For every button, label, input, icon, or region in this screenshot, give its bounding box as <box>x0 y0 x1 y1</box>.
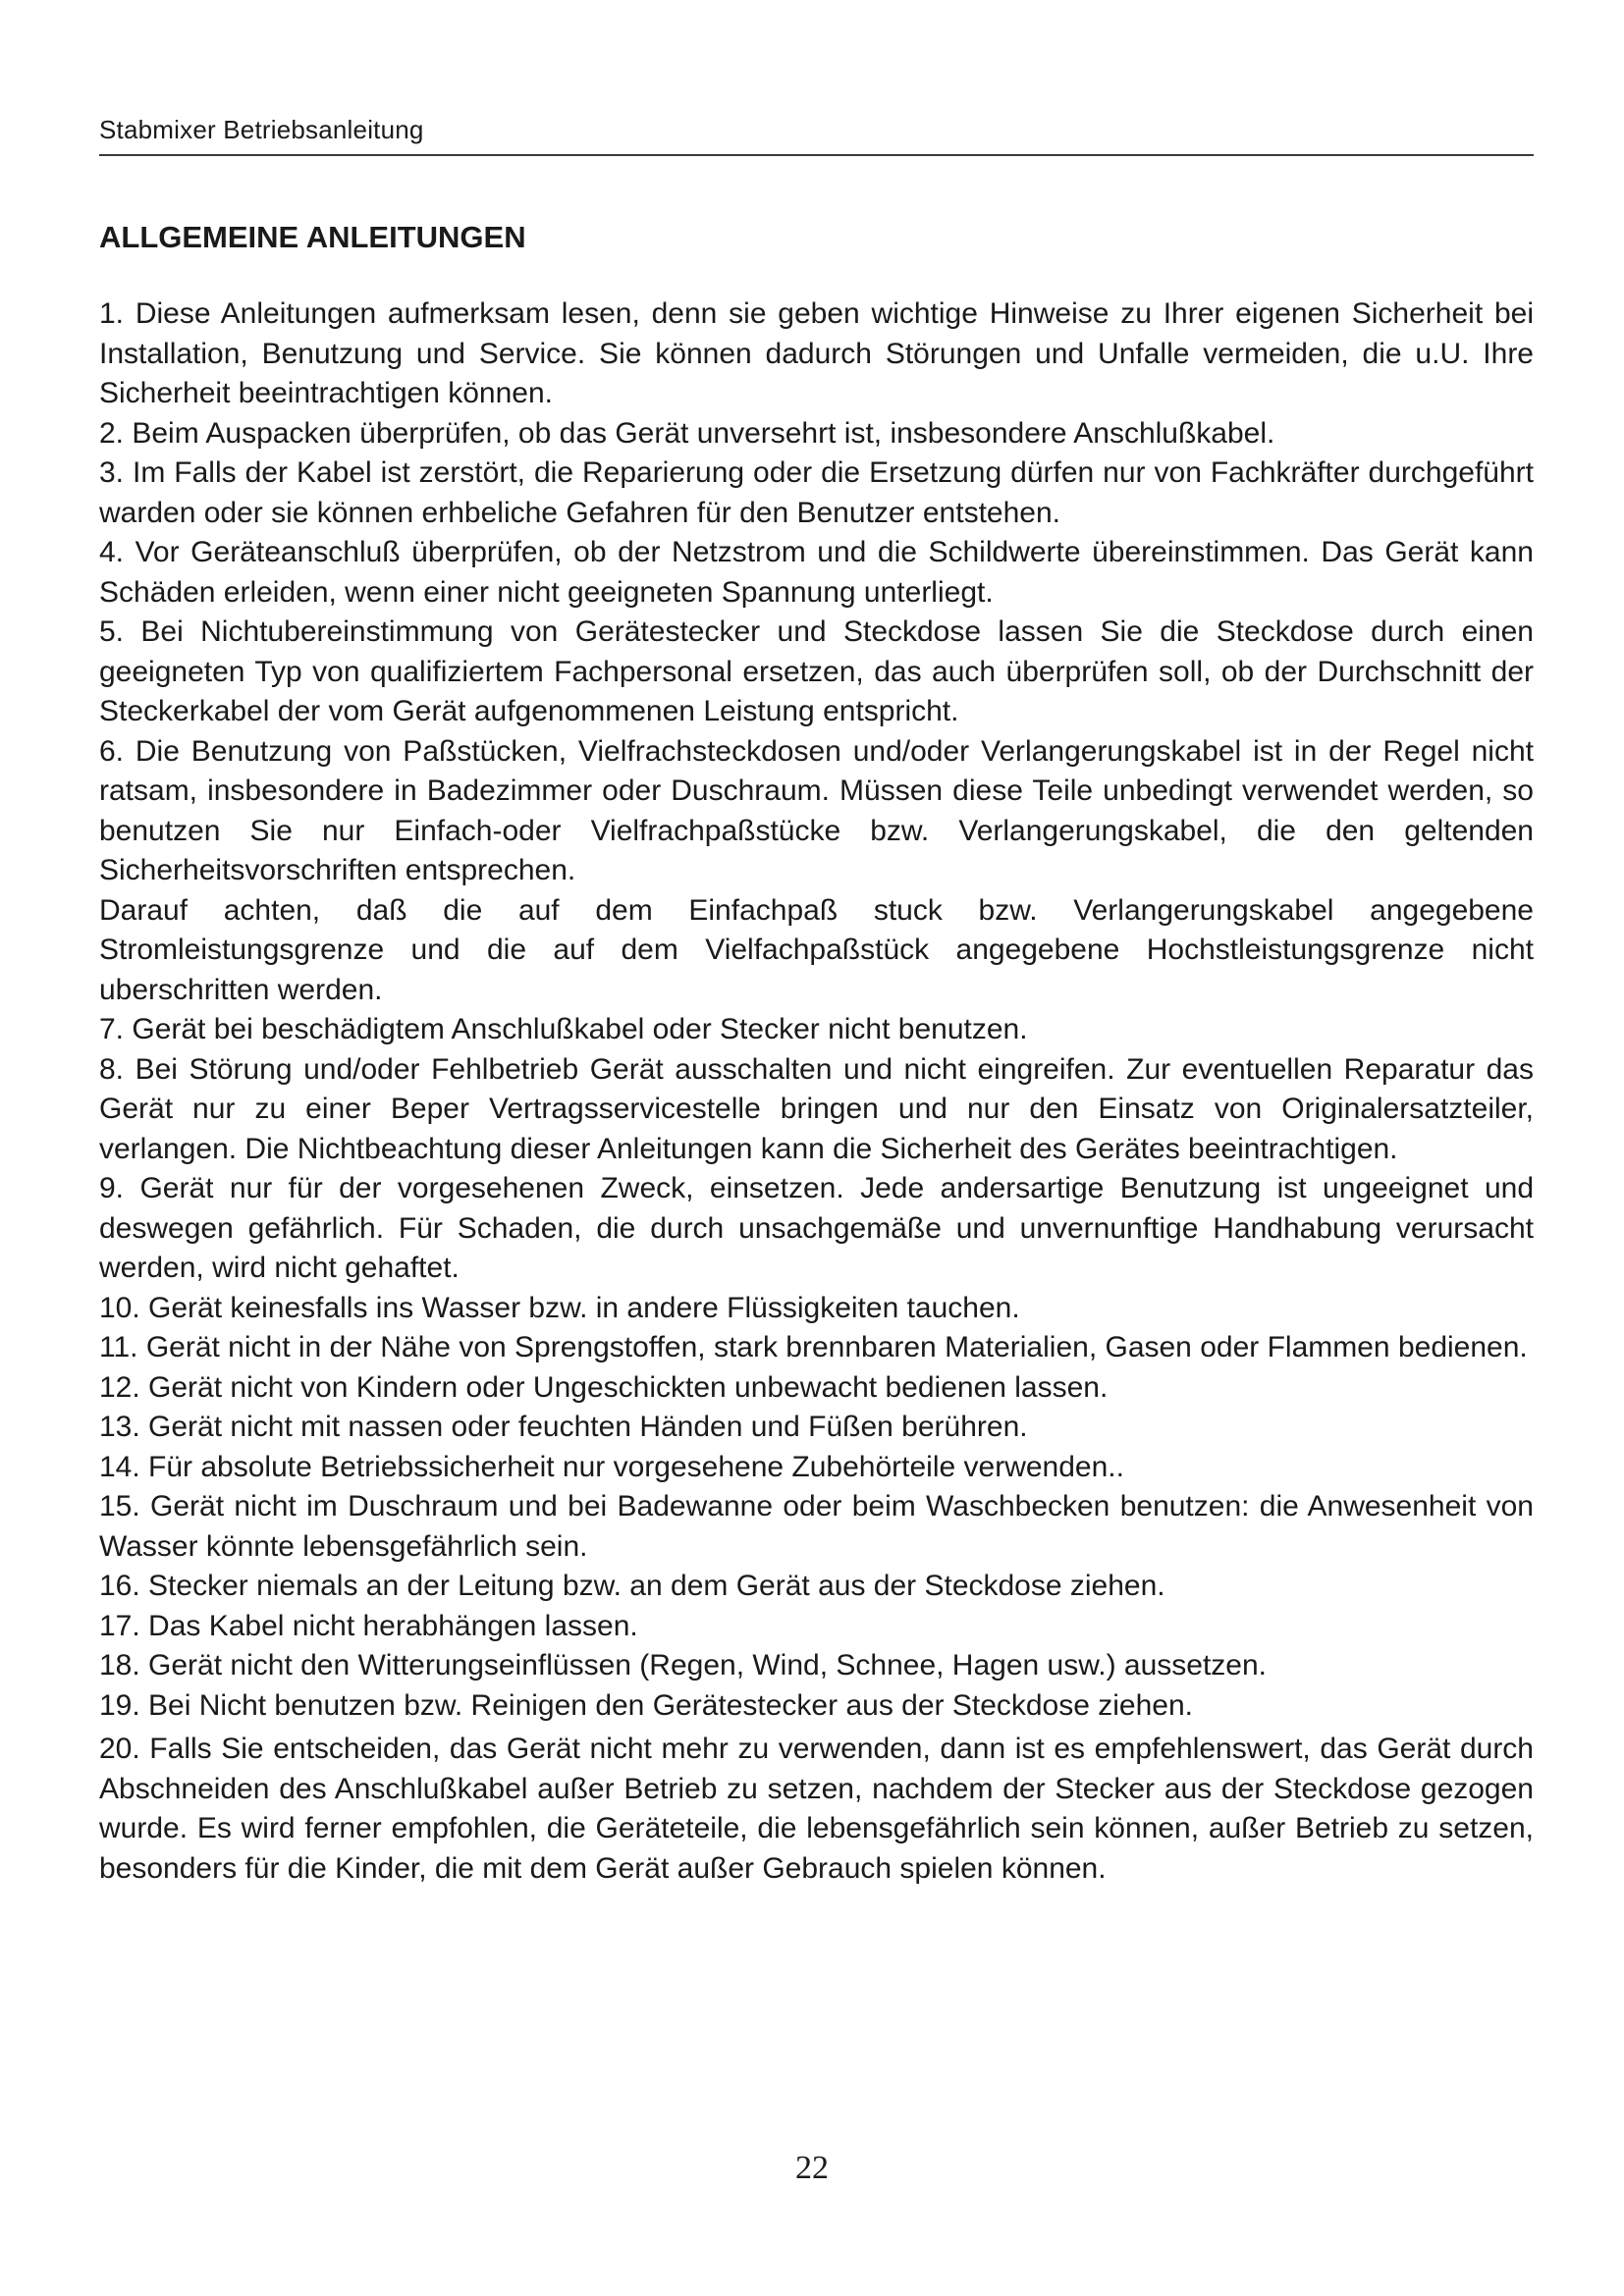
header-divider <box>99 154 1534 156</box>
instruction-paragraph: 19. Bei Nicht benutzen bzw. Reinigen den Gerätestecker aus der Steckdose ziehen. <box>99 1688 1193 1722</box>
instruction-paragraph: 7. Gerät bei beschädigtem Anschlußkabel oder Stecker nicht benutzen. <box>99 1013 1028 1045</box>
instruction-paragraph: 8. Bei Störung und/oder Fehlbetrieb Gerät ausschalten und nicht eingreifen. Zur eventuellen Reparatur das Gerät nur zu einer Beper Vertragsservicestelle bringen und nur den Einsatz von Originalersatzteiler, verlangen. Die Nichtbeachtung dieser Anleitungen kann die Sicherheit des Gerätes beeintrachtigen. <box>99 1052 1534 1165</box>
instruction-paragraph: 3. Im Falls der Kabel ist zerstört, die Reparierung oder die Ersetzung dürfen nur von Fachkräfter durchgeführt warden oder sie können erhbeliche Gefahren für den Benutzer entstehen. <box>99 456 1534 529</box>
instruction-paragraph: 5. Bei Nichtubereinstimmung von Gerätestecker und Steckdose lassen Sie die Steckdose durch einen geeigneten Typ von qualifiziertem Fachpersonal ersetzen, das auch überprüfen soll, ob der Durchschnitt der Steckerkabel der vom Gerät aufgenommenen Leistung entspricht. <box>99 615 1534 727</box>
instruction-paragraph: Darauf achten, daß die auf dem Einfachpaß stuck bzw. Verlangerungskabel angegebene Stromleistungsgrenze und die auf dem Vielfachpaßstück angegebene Hochstleistungsgrenze nicht uberschritten werden. <box>99 893 1534 1006</box>
instruction-paragraph: 20. Falls Sie entscheiden, das Gerät nicht mehr zu verwenden, dann ist es empfehlenswert, das Gerät durch Abschneiden des Anschlußkabel außer Betrieb zu setzen, nachdem der Stecker aus der Steckdose gezogen wurde. Es wird ferner empfohlen, die Geräteteile, die lebensgefährlich sein können, außer Betrieb zu setzen, besonders für die Kinder, die mit dem Gerät außer Gebrauch spielen können. <box>99 1733 1534 1885</box>
instruction-paragraph: 10. Gerät keinesfalls ins Wasser bzw. in andere Flüssigkeiten tauchen. <box>99 1291 1020 1324</box>
instruction-paragraph: 18. Gerät nicht den Witterungseinflüssen (Regen, Wind, Schnee, Hagen usw.) aussetzen. <box>99 1649 1267 1682</box>
instructions-body <box>99 294 1534 1889</box>
instruction-paragraph: 2. Beim Auspacken überprüfen, ob das Gerät unversehrt ist, insbesondere Anschlußkabel. <box>99 416 1275 450</box>
instruction-paragraph: 12. Gerät nicht von Kindern oder Ungeschickten unbewacht bedienen lassen. <box>99 1370 1109 1404</box>
instruction-paragraph: 1. Diese Anleitungen aufmerksam lesen, denn sie geben wichtige Hinweise zu Ihrer eigenen Sicherheit bei Installation, Benutzung und Service. Sie können dadurch Störungen und Unfalle vermeiden, die u.U. Ihre Sicherheit beeintrachtigen können. <box>99 297 1534 409</box>
instruction-paragraph: 14. Für absolute Betriebssicherheit nur vorgesehene Zubehörteile verwenden.. <box>99 1450 1124 1483</box>
instruction-paragraph: 16. Stecker niemals an der Leitung bzw. an dem Gerät aus der Steckdose ziehen. <box>99 1570 1165 1602</box>
instruction-paragraph: 17. Das Kabel nicht herabhängen lassen. <box>99 1609 638 1642</box>
instruction-paragraph: 6. Die Benutzung von Paßstücken, Vielfrachsteckdosen und/oder Verlangerungskabel ist in der Regel nicht ratsam, insbesondere in Badezimmer oder Duschraum. Müssen diese Teile unbedingt verwendet werden, so benutzen Sie nur Einfach-oder Vielfrachpaßstücke bzw. Verlangerungskabel, die den geltenden Sicherheitsvorschriften entsprechen. <box>99 734 1534 886</box>
instruction-paragraph: 9. Gerät nur für der vorgesehenen Zweck, einsetzen. Jede andersartige Benutzung ist ungeeignet und deswegen gefährlich. Für Schaden, die durch unsachgemäße und unvernunftige Handhabung verursacht werden, wird nicht gehaftet. <box>99 1172 1534 1284</box>
instruction-paragraph: 13. Gerät nicht mit nassen oder feuchten Händen und Füßen berühren. <box>99 1411 1028 1443</box>
running-header: Stabmixer Betriebsanleitung <box>99 115 424 144</box>
section-title: ALLGEMEINE ANLEITUNGEN <box>99 220 526 254</box>
page-number: 22 <box>795 2150 829 2186</box>
instruction-paragraph: 4. Vor Geräteanschluß überprüfen, ob der Netzstrom und die Schildwerte übereinstimmen. Das Gerät kann Schäden erleiden, wenn einer nicht geeigneten Spannung unterliegt. <box>99 536 1534 609</box>
instruction-paragraph: 15. Gerät nicht im Duschraum und bei Badewanne oder beim Waschbecken benutzen: die Anwesenheit von Wasser könnte lebensgefährlich sein. <box>99 1490 1534 1563</box>
instruction-paragraph: 11. Gerät nicht in der Nähe von Sprengstoffen, stark brennbaren Materialien, Gasen oder Flammen bedienen. <box>99 1331 1528 1363</box>
